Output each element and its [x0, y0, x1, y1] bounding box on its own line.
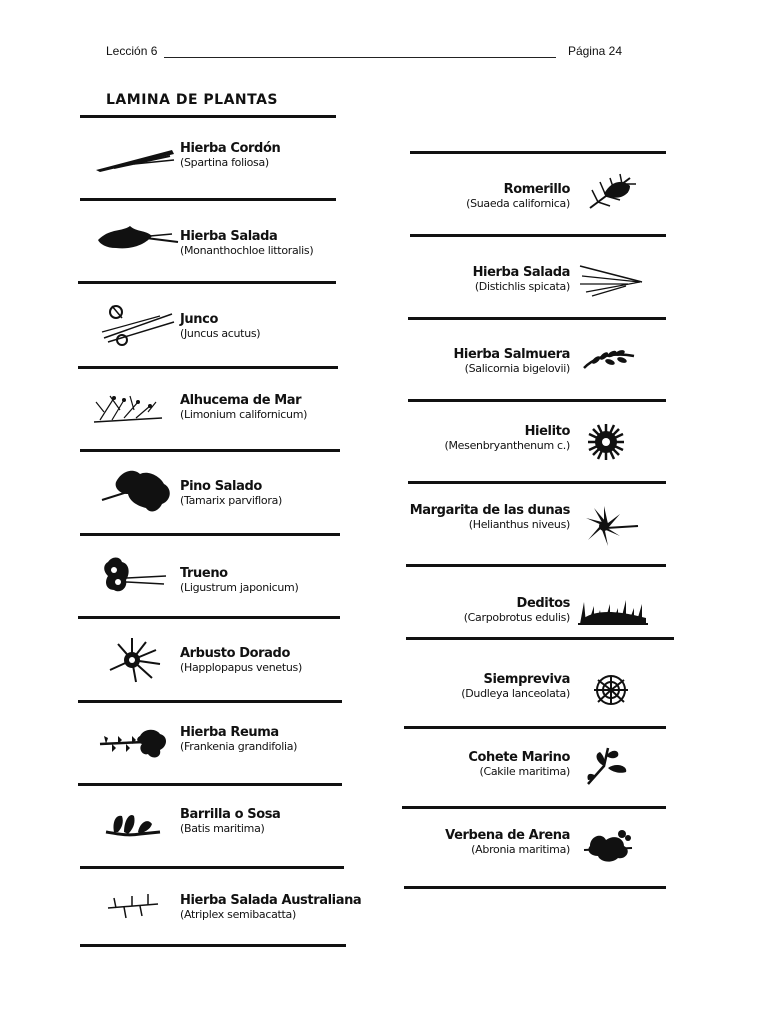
- plant-common-name: Barrilla o Sosa: [180, 807, 281, 822]
- plant-common-name: Hielito: [524, 424, 570, 439]
- plant-common-name: Margarita de las dunas: [409, 503, 570, 518]
- rush-icon: [100, 302, 176, 348]
- plant-scientific-name: (Batis maritima): [180, 822, 265, 835]
- divider: [402, 806, 666, 809]
- plant-scientific-name: (Spartina foliosa): [180, 156, 269, 169]
- divider: [78, 366, 338, 369]
- plant-scientific-name: (Frankenia grandifolia): [180, 740, 298, 753]
- grass-blade-icon: [94, 146, 176, 174]
- dudleya-rosette-icon: [592, 674, 630, 706]
- plant-entry: [461, 672, 570, 700]
- plant-entry: [180, 141, 280, 169]
- plant-entry: [445, 828, 570, 856]
- plant-scientific-name: (Distichlis spicata): [474, 280, 570, 293]
- plant-common-name: Junco: [180, 312, 218, 327]
- dune-daisy-icon: [584, 504, 640, 548]
- saltwort-icon: [104, 806, 162, 844]
- plant-scientific-name: (Abronia maritima): [471, 843, 570, 856]
- sand-verbena-icon: [582, 826, 634, 866]
- salt-grass-icon: [96, 222, 180, 254]
- plant-scientific-name: (Happlopapus venetus): [180, 661, 302, 674]
- divider: [80, 533, 340, 536]
- page-number: Página 24: [567, 44, 622, 58]
- plant-scientific-name: (Juncus acutus): [180, 327, 261, 340]
- divider: [408, 317, 666, 320]
- spike-grass-icon: [578, 262, 644, 298]
- plant-common-name: Hierba Cordón: [180, 141, 281, 156]
- plant-scientific-name: (Dudleya lanceolata): [461, 687, 570, 700]
- plant-entry: [180, 229, 313, 257]
- plant-entry: [180, 646, 302, 674]
- plant-entry: [180, 393, 307, 421]
- frankenia-icon: [98, 724, 170, 762]
- plant-entry: [180, 725, 297, 753]
- plant-common-name: Verbena de Arena: [445, 828, 570, 843]
- divider: [80, 449, 340, 452]
- privet-icon: [102, 554, 168, 598]
- divider: [404, 886, 666, 889]
- plant-common-name: Pino Salado: [180, 479, 262, 494]
- iceplant-flower-icon: [584, 420, 630, 464]
- goldenbush-icon: [106, 634, 164, 684]
- plant-scientific-name: (Cakile maritima): [479, 765, 570, 778]
- plant-scientific-name: (Salicornia bigelovii): [464, 362, 570, 375]
- plant-scientific-name: (Monanthochloe littoralis): [180, 244, 314, 257]
- divider: [404, 726, 666, 729]
- plant-scientific-name: (Tamarix parviflora): [180, 494, 282, 507]
- sea-lavender-icon: [90, 390, 166, 426]
- plant-entry: [180, 312, 260, 340]
- divider: [78, 700, 342, 703]
- plant-entry: [464, 596, 570, 624]
- plant-common-name: Hierba Salada: [180, 229, 278, 244]
- plant-common-name: Deditos: [516, 596, 570, 611]
- sheet-title: LAMINA DE PLANTAS: [106, 92, 278, 108]
- header-blank-line: [164, 57, 556, 58]
- divider: [78, 616, 340, 619]
- plant-entry: [180, 807, 280, 835]
- plant-scientific-name: (Carpobrotus edulis): [463, 611, 570, 624]
- divider: [406, 564, 666, 567]
- divider: [410, 234, 666, 237]
- divider: [80, 115, 336, 118]
- plant-common-name: Trueno: [180, 566, 228, 581]
- plant-scientific-name: (Mesenbryanthenum c.): [444, 439, 570, 452]
- tamarisk-icon: [100, 466, 174, 516]
- divider: [80, 198, 336, 201]
- plant-entry: [180, 566, 298, 594]
- plant-scientific-name: (Ligustrum japonicum): [180, 581, 299, 594]
- plant-entry: [410, 503, 570, 531]
- plant-common-name: Alhucema de Mar: [180, 393, 302, 408]
- seablite-icon: [586, 172, 638, 212]
- divider: [408, 481, 666, 484]
- divider: [78, 281, 336, 284]
- lesson-label: Lección 6: [106, 44, 158, 58]
- plant-entry: [180, 893, 361, 921]
- succulent-mat-icon: [576, 598, 650, 628]
- plant-entry: [180, 479, 282, 507]
- plant-scientific-name: (Helianthus niveus): [468, 518, 570, 531]
- saltbush-icon: [106, 890, 160, 922]
- page-header: [106, 44, 622, 62]
- divider: [408, 399, 666, 402]
- plant-common-name: Arbusto Dorado: [180, 646, 290, 661]
- plant-common-name: Hierba Reuma: [180, 725, 279, 740]
- plant-entry: [473, 265, 570, 293]
- plant-common-name: Hierba Salmuera: [453, 347, 570, 362]
- plant-entry: [466, 182, 570, 210]
- plant-entry: [445, 424, 571, 452]
- plant-common-name: Hierba Salada Australiana: [180, 893, 362, 908]
- divider: [78, 783, 342, 786]
- divider: [80, 944, 346, 947]
- plant-common-name: Siempreviva: [483, 672, 570, 687]
- plant-scientific-name: (Suaeda californica): [466, 197, 570, 210]
- pickleweed-icon: [582, 346, 638, 372]
- plant-common-name: Cohete Marino: [468, 750, 570, 765]
- plant-common-name: Hierba Salada: [472, 265, 570, 280]
- divider: [80, 866, 344, 869]
- plant-scientific-name: (Atriplex semibacatta): [180, 908, 296, 921]
- sea-rocket-icon: [582, 742, 632, 786]
- plant-common-name: Romerillo: [503, 182, 570, 197]
- plant-scientific-name: (Limonium californicum): [180, 408, 308, 421]
- divider: [410, 151, 666, 154]
- plant-entry: [468, 750, 570, 778]
- divider: [406, 637, 674, 640]
- plant-entry: [453, 347, 570, 375]
